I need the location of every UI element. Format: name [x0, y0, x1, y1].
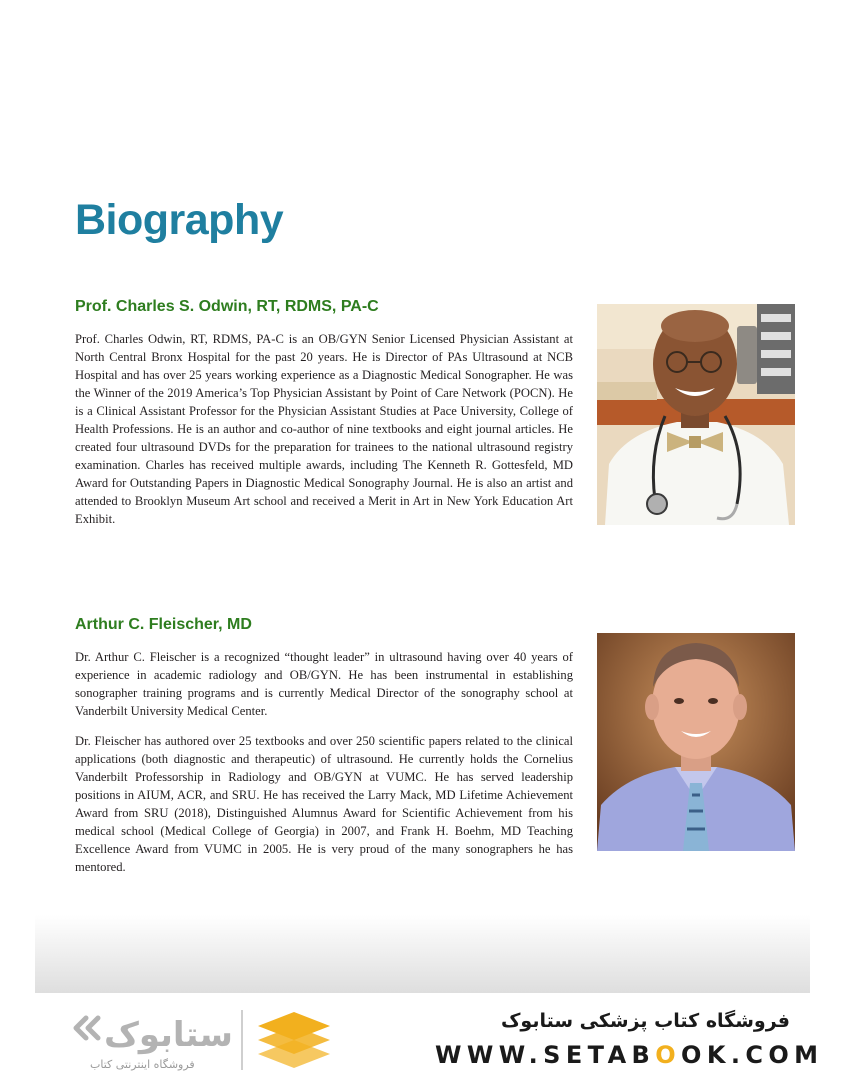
- store-url[interactable]: [435, 1041, 823, 1069]
- bio-text-fleischer-1: Dr. Arthur C. Fleischer is a recognized “thought leader” in ultrasound having over 40 years of experience in academic radiology and OB/GYN. He has been instrumental in establishing sonographer training programs and is currently Medical Director of the sonography school at Vanderbilt University Medical Center.: [75, 650, 573, 718]
- portrait-photo-fleischer: [597, 633, 795, 851]
- url-part-2: OK.COM: [681, 1041, 824, 1069]
- store-name: فروشگاه کتاب پزشکی ستابوک: [500, 1010, 790, 1032]
- bio-name-odwin: Prof. Charles S. Odwin, RT, RDMS, PA-C: [75, 298, 379, 315]
- bio-name-fleischer: Arthur C. Fleischer, MD: [75, 616, 252, 633]
- url-part-1: WWW.SETAB: [435, 1041, 656, 1069]
- bio-text-odwin: Prof. Charles Odwin, RT, RDMS, PA-C is an OB/GYN Senior Licensed Physician Assistant at North Central Bronx Hospital for the past 20 years. He is Director of PAs Ultrasound at NCB Hospital and has over 25 years working experience as a Diagnostic Medical Sonographer. He was the Winner of the 2019 America’s Top Physician Assistant by Point of Care Network (POCN). He is a Clinical Assistant Professor for the Physician Assistant Studies at Pace University, College of Health Professions. He is an author and co-author of nine textbooks and eight journal articles. He created four ultrasound DVDs for the preparation for trainees to the national ultrasound registry examination. Charles has received multiple awards, including The Kenneth R. Gottesfeld, MD Award for Outstanding Papers in Diagnostic Medical Sonography Journal. He is also an artist and attended to Brooklyn Museum Art school and received a Merit in Art in New York Education Art Exhibit.: [75, 332, 573, 526]
- footer-shade: [35, 915, 810, 993]
- logo-subtitle: فروشگاه اینترنتی کتاب: [90, 1058, 195, 1071]
- bio-text-fleischer-2: Dr. Fleischer has authored over 25 textbooks and over 250 scientific papers related to the clinical applications (both diagnostic and therapeutic) of ultrasound. He currently holds the Cornelius Vanderbilt Professorship in Radiology and OB/GYN at VUMC. He has served leadership positions in AIUM, ACR, and SRU. He has received the Larry Mack, MD Lifetime Achievement Award from SRU (2018), Distinguished Alumnus Award for Scientific Achievement from his medical school (Medical College of Georgia) in 2007, and Frank H. Boehm, MD Teaching Excellence Award from VUMC in 2005. He is very proud of the many sonographers he has mentored.: [75, 734, 573, 874]
- logo-wordmark: ستابوک: [104, 1015, 233, 1055]
- portrait-photo-odwin: [597, 304, 795, 525]
- url-accent-o: O: [655, 1041, 682, 1069]
- page-title: Biography: [75, 196, 284, 244]
